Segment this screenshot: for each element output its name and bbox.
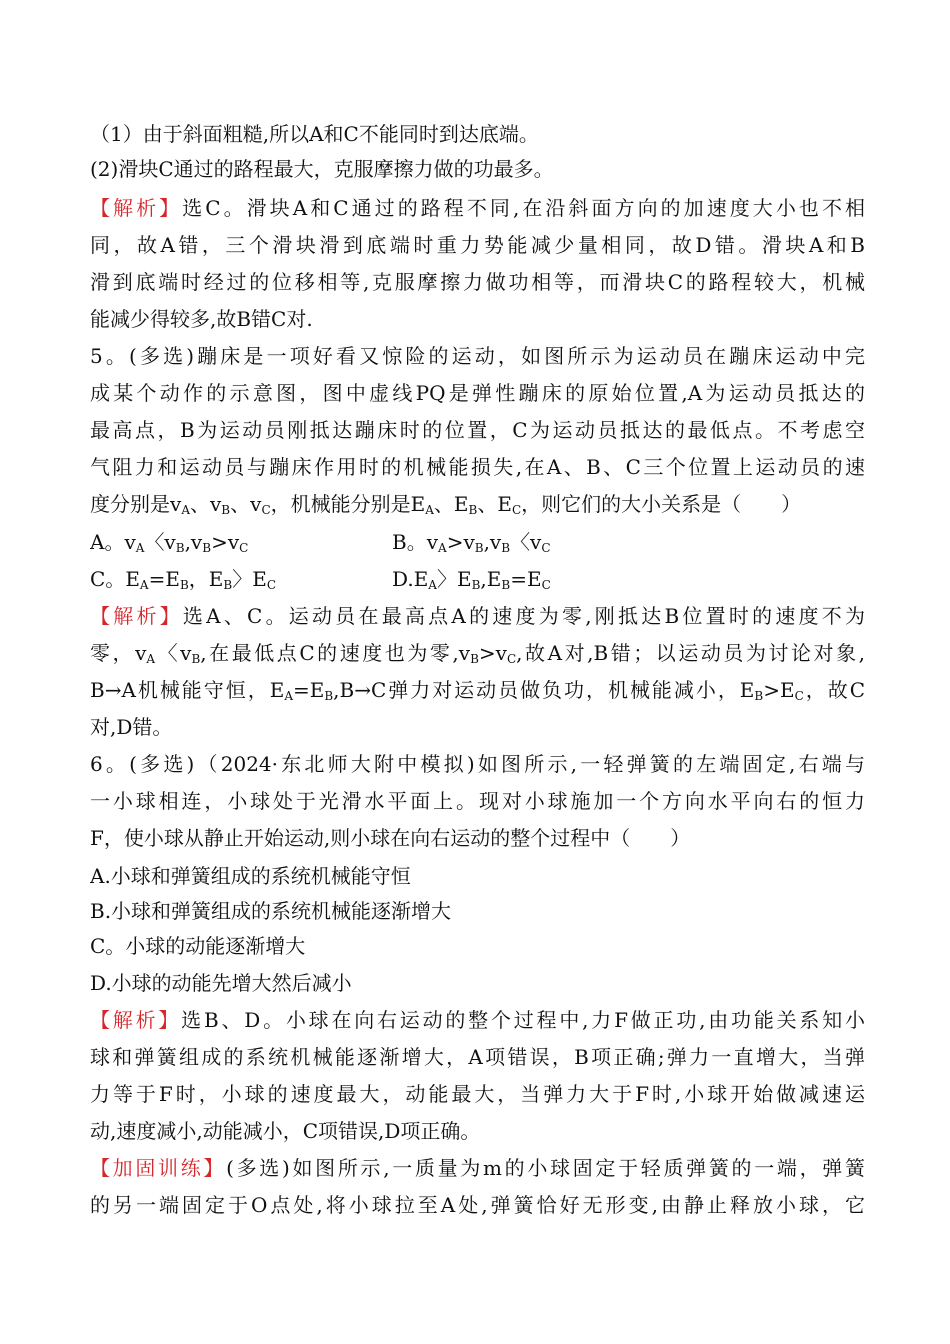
question-line: 度分别是$v_A$、$v_B$、$v_C$，机械能分别是$E_A$、$E_B$、$E_C$，则它们的大小关系是（ ） bbox=[90, 492, 802, 517]
reinforcement-tag: 【加固训练】 bbox=[90, 1156, 227, 1180]
analysis-tag: 【解析】 bbox=[90, 1008, 182, 1032]
question-line: F，使小球从静止开始运动,则小球在向右运动的整个过程中（ ） bbox=[90, 826, 691, 850]
question-line: 气阻力和运动员与蹦床作用时的机械能损失,在A、B、C三个位置上运动员的速 bbox=[90, 455, 865, 479]
option-row bbox=[90, 525, 865, 559]
option-c: C。$E_A=E_B$，$E_B$〉$E_C$ bbox=[90, 567, 277, 592]
text-line: B→A机械能守恒，$E_A=E_B,B\to C$弹力对运动员做负功，机械能减小，$E_B>E_C$，故C bbox=[90, 678, 865, 703]
question-line: 最高点，B为运动员刚抵达蹦床时的位置，C为运动员抵达的最低点。不考虑空 bbox=[90, 418, 865, 442]
text-line: 【解析】选B、D。小球在向右运动的整个过程中,力F做正功,由功能关系知小 bbox=[90, 1008, 865, 1032]
text-line: 滑到底端时经过的位移相等,克服摩擦力做功相等，而滑块C的路程较大，机械 bbox=[90, 270, 865, 294]
option-d: D.小球的动能先增大然后减小 bbox=[90, 971, 352, 995]
text-line: 的另一端固定于O点处,将小球拉至A处,弹簧恰好无形变,由静止释放小球，它 bbox=[90, 1193, 865, 1217]
question-line: 一小球相连，小球处于光滑水平面上。现对小球施加一个方向水平向右的恒力 bbox=[90, 789, 865, 813]
text-line: 力等于F时，小球的速度最大，动能最大，当弹力大于F时,小球开始做减速运 bbox=[90, 1082, 865, 1106]
option-a: A。$v_A$〈$v_B,v_B>v_C$ bbox=[90, 530, 249, 555]
option-row bbox=[90, 562, 865, 596]
question-line: 5。(多选)蹦床是一项好看又惊险的运动，如图所示为运动员在蹦床运动中完 bbox=[90, 344, 865, 368]
text-line: 零，$v_A$〈$v_B$,在最低点C的速度也为零$,v_B>v_C$,故A对,B错；以运动员为讨论对象, bbox=[90, 641, 865, 666]
option-a: A.小球和弹簧组成的系统机械能守恒 bbox=[90, 864, 411, 888]
text-line: 动,速度减小,动能减小，C项错误,D项正确。 bbox=[90, 1119, 481, 1143]
analysis-tag: 【解析】 bbox=[90, 196, 183, 220]
analysis-tag: 【解析】 bbox=[90, 604, 183, 628]
text-line: （1）由于斜面粗糙,所以A和C不能同时到达底端。 bbox=[90, 122, 539, 146]
text-line: 对,D错。 bbox=[90, 715, 173, 739]
text-line: (2)滑块C通过的路程最大，克服摩擦力做的功最多。 bbox=[90, 157, 554, 181]
question-line: 6。(多选)（2024·东北师大附中模拟)如图所示,一轻弹簧的左端固定,右端与 bbox=[90, 752, 865, 776]
option-d: $D.E_A$〉$E_B,E_B=E_C$ bbox=[392, 567, 551, 592]
text-line: 【解析】选C。滑块A和C通过的路程不同,在沿斜面方向的加速度大小也不相 bbox=[90, 196, 865, 220]
text-line: 【加固训练】(多选)如图所示,一质量为m的小球固定于轻质弹簧的一端，弹簧 bbox=[90, 1156, 865, 1180]
text-line: 能减少得较多,故B错C对. bbox=[90, 307, 313, 331]
option-b: B.小球和弹簧组成的系统机械能逐渐增大 bbox=[90, 899, 452, 923]
option-c: C。小球的动能逐渐增大 bbox=[90, 934, 306, 958]
text-line: 球和弹簧组成的系统机械能逐渐增大，A项错误，B项正确;弹力一直增大，当弹 bbox=[90, 1045, 865, 1069]
text-line: 同，故A错，三个滑块滑到底端时重力势能减少量相同，故D错。滑块A和B bbox=[90, 233, 865, 257]
question-line: 成某个动作的示意图，图中虚线PQ是弹性蹦床的原始位置,A为运动员抵达的 bbox=[90, 381, 865, 405]
option-b: B。$v_A>v_B,v_B$〈$v_C$ bbox=[392, 530, 551, 555]
text-line: 【解析】选A、C。运动员在最高点A的速度为零,刚抵达B位置时的速度不为 bbox=[90, 604, 865, 628]
